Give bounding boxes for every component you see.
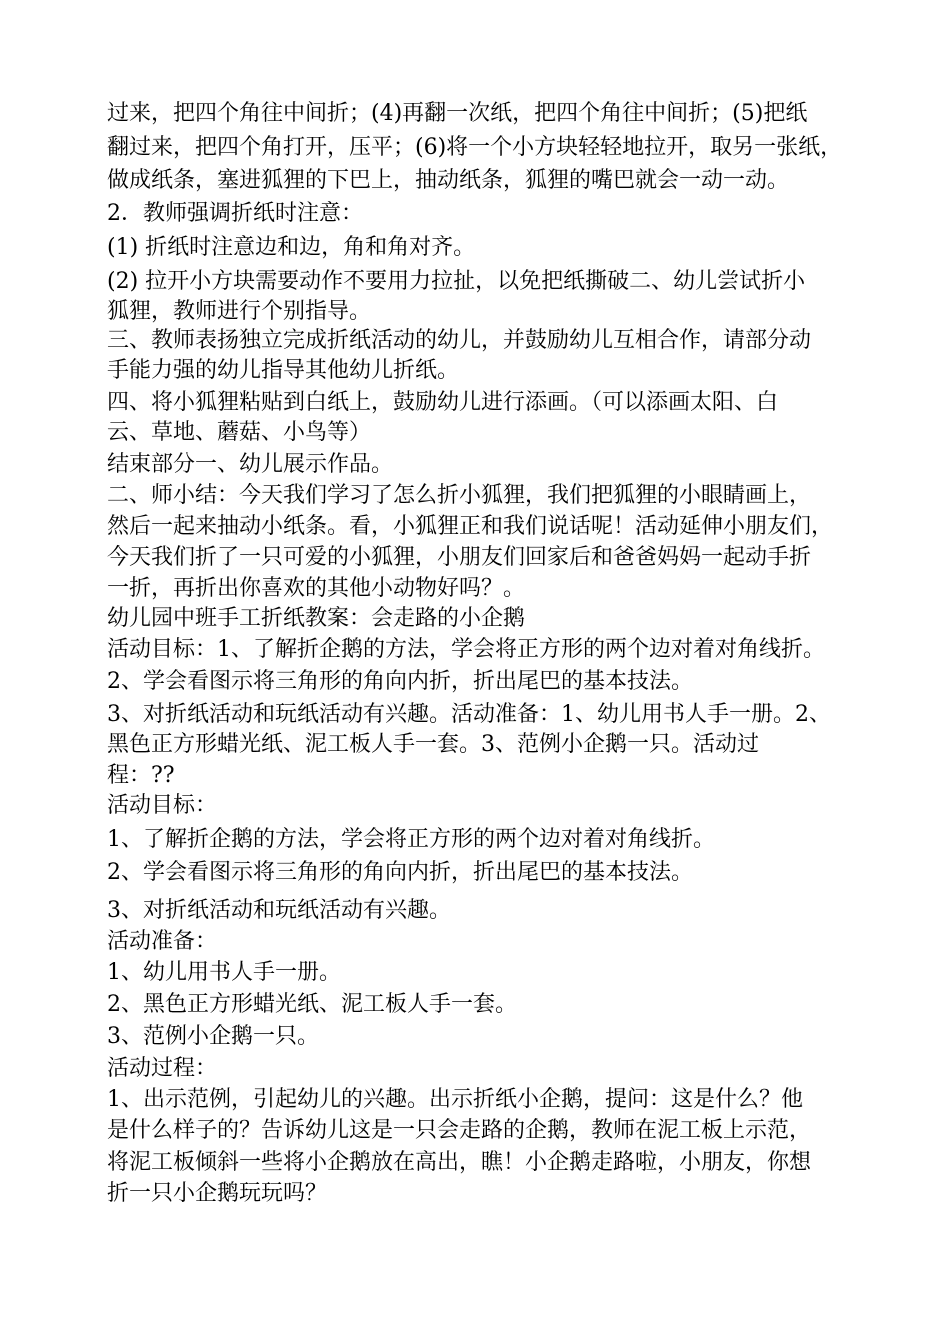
- text-line-18: 活动目标：1、了解折企鹅的方法，学会将正方形的两个边对着对角线折。: [107, 637, 825, 662]
- text-line-31: 活动过程：: [107, 1056, 218, 1081]
- text-line-35: 折一只小企鹅玩玩吗？: [107, 1181, 328, 1206]
- text-line-23: 活动目标：: [107, 793, 218, 818]
- text-line-14: 然后一起来抽动小纸条。看，小狐狸正和我们说话呢！活动延伸小朋友们，: [107, 514, 834, 539]
- text-line-12: 结束部分一、幼儿展示作品。: [107, 452, 394, 477]
- text-line-6: (2) 拉开小方块需要动作不要用力拉扯，以免把纸撕破二、幼儿尝试折小: [107, 269, 806, 294]
- text-line-5: (1) 折纸时注意边和边，角和角对齐。: [107, 235, 476, 260]
- text-line-9: 手能力强的幼儿指导其他幼儿折纸。: [107, 358, 460, 383]
- text-line-29: 2、黑色正方形蜡光纸、泥工板人手一套。: [107, 992, 517, 1017]
- text-line-22: 程：??: [107, 763, 175, 788]
- text-line-21: 黑色正方形蜡光纸、泥工板人手一套。3、范例小企鹅一只。活动过: [107, 732, 759, 757]
- text-line-4: 2．教师强调折纸时注意：: [107, 201, 363, 226]
- text-line-25: 2、学会看图示将三角形的角向内折，折出尾巴的基本技法。: [107, 860, 693, 885]
- text-line-24: 1、了解折企鹅的方法，学会将正方形的两个边对着对角线折。: [107, 827, 715, 852]
- text-line-26: 3、对折纸活动和玩纸活动有兴趣。: [107, 898, 451, 923]
- text-line-8: 三、教师表扬独立完成折纸活动的幼儿，并鼓励幼儿互相合作，请部分动: [107, 328, 812, 353]
- text-line-20: 3、对折纸活动和玩纸活动有兴趣。活动准备：1、幼儿用书人手一册。2、: [107, 702, 831, 727]
- text-line-34: 将泥工板倾斜一些将小企鹅放在高出，瞧！小企鹅走路啦，小朋友，你想: [107, 1150, 812, 1175]
- text-line-7: 狐狸，教师进行个别指导。: [107, 299, 372, 324]
- text-line-11: 云、草地、蘑菇、小鸟等）: [107, 420, 372, 445]
- text-line-13: 二、师小结：今天我们学习了怎么折小狐狸，我们把狐狸的小眼睛画上，: [107, 483, 812, 508]
- text-line-1: 过来，把四个角往中间折；(4)再翻一次纸，把四个角往中间折；(5)把纸: [107, 101, 808, 126]
- text-line-17: 幼儿园中班手工折纸教案：会走路的小企鹅: [107, 606, 526, 631]
- text-line-10: 四、将小狐狸粘贴到白纸上，鼓励幼儿进行添画。（可以添画太阳、白: [107, 390, 779, 415]
- text-line-32: 1、出示范例，引起幼儿的兴趣。出示折纸小企鹅，提问：这是什么？他: [107, 1087, 803, 1112]
- text-line-28: 1、幼儿用书人手一册。: [107, 960, 341, 985]
- text-line-16: 一折，再折出你喜欢的其他小动物好吗？。: [107, 576, 526, 601]
- text-line-3: 做成纸条，塞进狐狸的下巴上，抽动纸条，狐狸的嘴巴就会一动一动。: [107, 168, 790, 193]
- text-line-27: 活动准备：: [107, 929, 218, 954]
- text-line-19: 2、学会看图示将三角形的角向内折，折出尾巴的基本技法。: [107, 669, 693, 694]
- text-line-30: 3、范例小企鹅一只。: [107, 1024, 319, 1049]
- text-line-15: 今天我们折了一只可爱的小狐狸，小朋友们回家后和爸爸妈妈一起动手折: [107, 545, 812, 570]
- text-line-2: 翻过来，把四个角打开，压平；(6)将一个小方块轻轻地拉开，取另一张纸，: [107, 135, 843, 160]
- text-line-33: 是什么样子的？告诉幼儿这是一只会走路的企鹅，教师在泥工板上示范，: [107, 1118, 812, 1143]
